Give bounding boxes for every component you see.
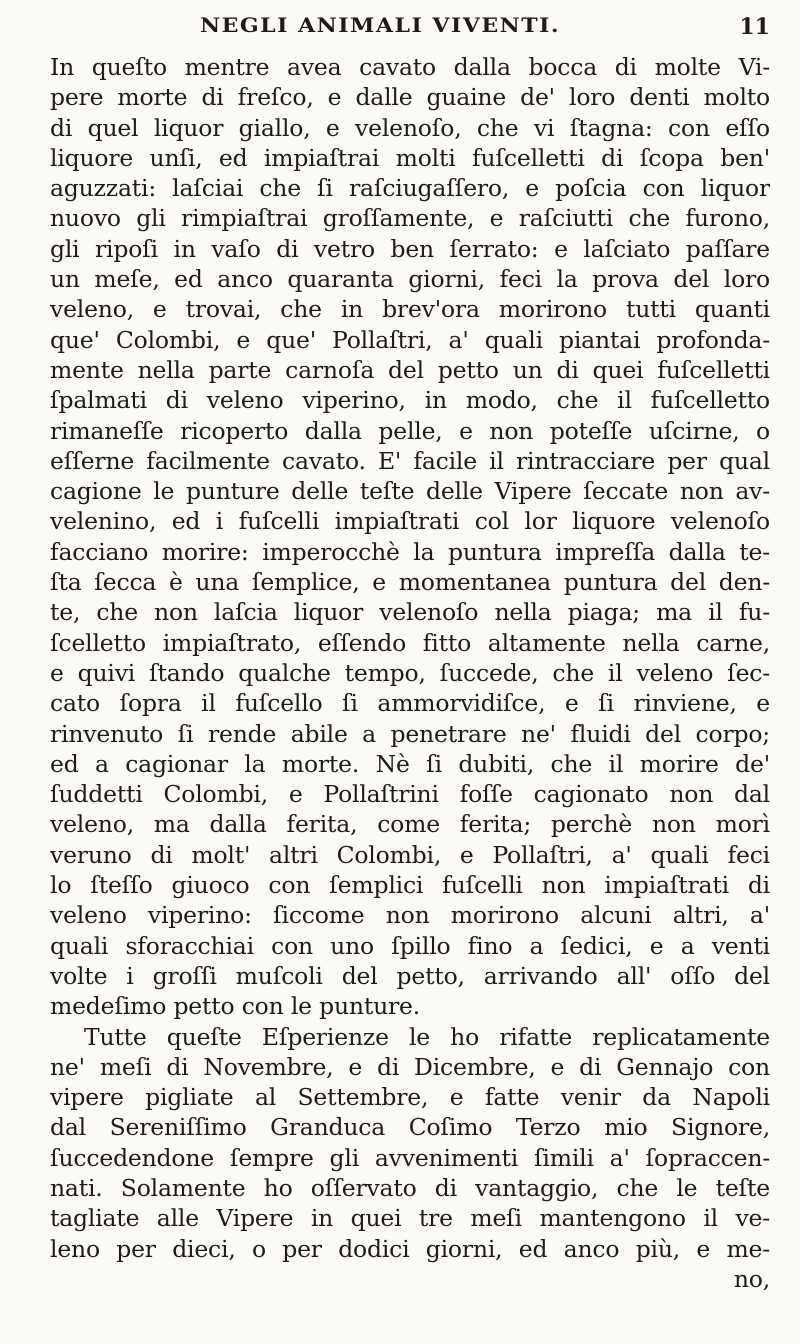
text-line: mente nella parte carnoſa del petto un di quei fuſcelletti [50, 355, 770, 384]
running-head [0, 12, 800, 48]
text-line: di quel liquor giallo, e velenoſo, che vi ſtagna: con eſſo [50, 113, 770, 142]
text-line: gli ripoſi in vaſo di vetro ben ſerrato: e laſciato paſſare [50, 234, 770, 263]
text-line: lo ſteſſo giuoco con ſemplici fuſcelli non impiaſtrati di [50, 871, 770, 900]
text-line: ſuccedendone ſempre gli avvenimenti ſimili a' ſopraccen- [50, 1143, 770, 1172]
page-number: 11 [739, 14, 770, 40]
text-line: liquore unſi, ed impiaſtrai molti fuſcelletti di ſcopa ben' [50, 143, 770, 172]
text-line: te, che non laſcia liquor velenoſo nella piaga; ma il fu- [50, 598, 770, 627]
text-line: tagliate alle Vipere in quei tre meſi mantengono il ve- [50, 1204, 770, 1233]
text-line: veleno, ma dalla ferita, come ferita; perchè non morì [50, 810, 770, 839]
text-line: nati. Solamente ho oſſervato di vantaggio, che le teſte [50, 1173, 770, 1202]
text-line: ſta ſecca è una ſemplice, e momentanea puntura del den- [50, 568, 770, 597]
text-line: velenino, ed i fuſcelli impiaſtrati col lor liquore velenoſo [50, 507, 770, 536]
text-line: nuovo gli rimpiaſtrai groſſamente, e raſciutti che furono, [50, 204, 770, 233]
text-line: veleno viperino: ſiccome non morirono alcuni altri, a' [50, 901, 770, 930]
text-line: rimaneſſe ricoperto dalla pelle, e non poteſſe uſcirne, o [50, 416, 770, 445]
paragraph-end-line: medeſimo petto con le punture. [50, 992, 421, 1021]
text-line: aguzzati: laſciai che ſi raſciugaſſero, e poſcia con liquor [50, 174, 770, 203]
text-line: quali sforacchiai con uno ſpillo fino a ſedici, e a venti [50, 931, 770, 960]
text-line: e quivi ſtando qualche tempo, ſuccede, che il veleno ſec- [50, 658, 770, 687]
text-line: vipere pigliate al Settembre, e fatte venir da Napoli [50, 1083, 770, 1112]
text-line: leno per dieci, o per dodici giorni, ed anco più, e me- [50, 1234, 770, 1263]
body-text [50, 52, 770, 1294]
text-line: eſſerne facilmente cavato. E' facile il rintracciare per qual [50, 446, 770, 475]
paragraph-start-line: Tutte queſte Eſperienze le ho rifatte replicatamente [84, 1022, 770, 1051]
text-line: ſuddetti Colombi, e Pollaſtrini foſſe cagionato non dal [50, 780, 770, 809]
text-line: veruno di molt' altri Colombi, e Pollaſtri, a' quali feci [50, 840, 770, 869]
text-line: ſcelletto impiaſtrato, eſſendo fitto altamente nella carne, [50, 628, 770, 657]
text-line: dal Sereniſſimo Granduca Coſimo Terzo mio Signore, [50, 1113, 770, 1142]
text-line: cagione le punture delle teſte delle Vipere ſeccate non av- [50, 477, 770, 506]
text-line: rinvenuto ſi rende abile a penetrare ne' fluidi del corpo; [50, 719, 770, 748]
running-title: NEGLI ANIMALI VIVENTI. [200, 14, 561, 38]
text-line: In queſto mentre avea cavato dalla bocca di molte Vi- [50, 53, 770, 81]
text-line: ſpalmati di veleno viperino, in modo, che il fuſcelletto [50, 386, 770, 415]
text-line: veleno, e trovai, che in brev'ora morirono tutti quanti [50, 295, 770, 324]
text-line: pere morte di freſco, e dalle guaine de' loro denti molto [50, 83, 770, 112]
text-line: un meſe, ed anco quaranta giorni, feci la prova del loro [50, 265, 770, 294]
text-line: que' Colombi, e que' Pollaſtri, a' quali piantai profonda- [50, 325, 770, 354]
text-line: facciano morire: imperocchè la puntura impreſſa dalla te- [50, 537, 770, 566]
text-line: ne' meſi di Novembre, e di Dicembre, e di Gennajo con [50, 1052, 770, 1081]
text-line: volte i groſſi muſcoli del petto, arrivando all' oſſo del [50, 961, 770, 990]
catchword: no, [733, 1264, 770, 1293]
text-line: cato ſopra il fuſcello ſi ammorvidiſce, e ſi rinviene, e [50, 689, 770, 718]
text-line: ed a cagionar la morte. Nè ſi dubiti, che il morire de' [50, 749, 770, 778]
